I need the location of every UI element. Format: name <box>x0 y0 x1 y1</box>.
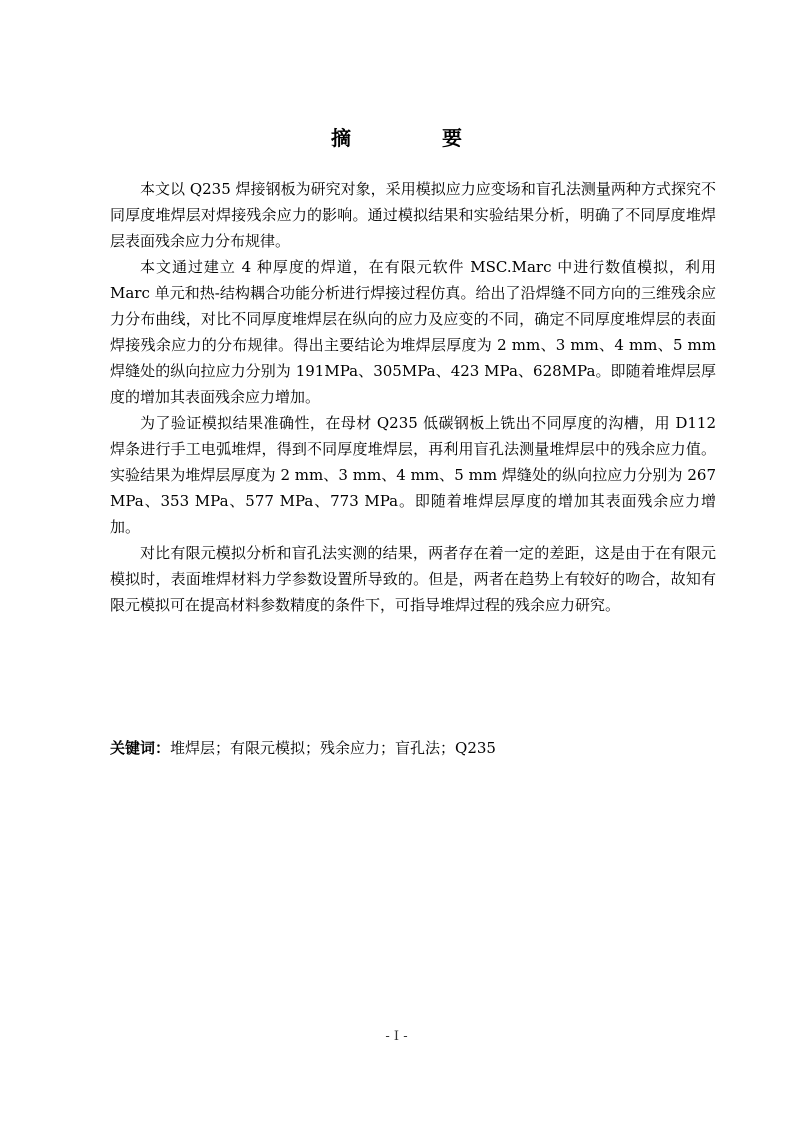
abstract-title: 摘 要 <box>331 126 504 150</box>
keywords-label: 关键词： <box>110 739 171 757</box>
abstract-paragraph-4: 对比有限元模拟分析和盲孔法实测的结果，两者存在着一定的差距，这是由于在有限元模拟时，表面堆焊材料力学参数设置所导致的。但是，两者在趋势上有较好的吻合，故知有限元模拟可在提高材料参数精度的条件下，可指导堆焊过程的残余应力研究。 <box>110 544 716 614</box>
abstract-body <box>110 176 716 618</box>
abstract-paragraph-1: 本文以 Q235 焊接钢板为研究对象，采用模拟应力应变场和盲孔法测量两种方式探究不同厚度堆焊层对焊接残余应力的影响。通过模拟结果和实验结果分析，明确了不同厚度堆焊层表面残余应力分布规律。 <box>110 180 716 250</box>
abstract-paragraph-2: 本文通过建立 4 种厚度的焊道，在有限元软件 MSC.Marc 中进行数值模拟，利用 Marc 单元和热-结构耦合功能分析进行焊接过程仿真。给出了沿焊缝不同方向的三维残余应力分布曲线，对比不同厚度堆焊层在纵向的应力及应变的不同，确定不同厚度堆焊层的表面焊接残余应力的分布规律。得出主要结论为堆焊层厚度为 2 mm、3 mm、4 mm、5 mm 焊缝处的纵向拉应力分别为 191MPa、305MPa、423 MPa、628MPa。即随着堆焊层厚度的增加其表面残余应力增加。 <box>110 258 716 406</box>
page-number: - I - <box>385 1029 408 1044</box>
keywords-line <box>110 735 716 761</box>
keywords-text: 堆焊层；有限元模拟；残余应力；盲孔法；Q235 <box>170 739 496 757</box>
abstract-paragraph-3: 为了验证模拟结果准确性，在母材 Q235 低碳钢板上铣出不同厚度的沟槽，用 D112 焊条进行手工电弧堆焊，得到不同厚度堆焊层，再利用盲孔法测量堆焊层中的残余应力值。实验结果为堆焊层厚度为 2 mm、3 mm、4 mm、5 mm 焊缝处的纵向拉应力分别为 267 MPa、353 MPa、577 MPa、773 MPa。即随着堆焊层厚度的增加其表面残余应力增加。 <box>110 414 716 536</box>
